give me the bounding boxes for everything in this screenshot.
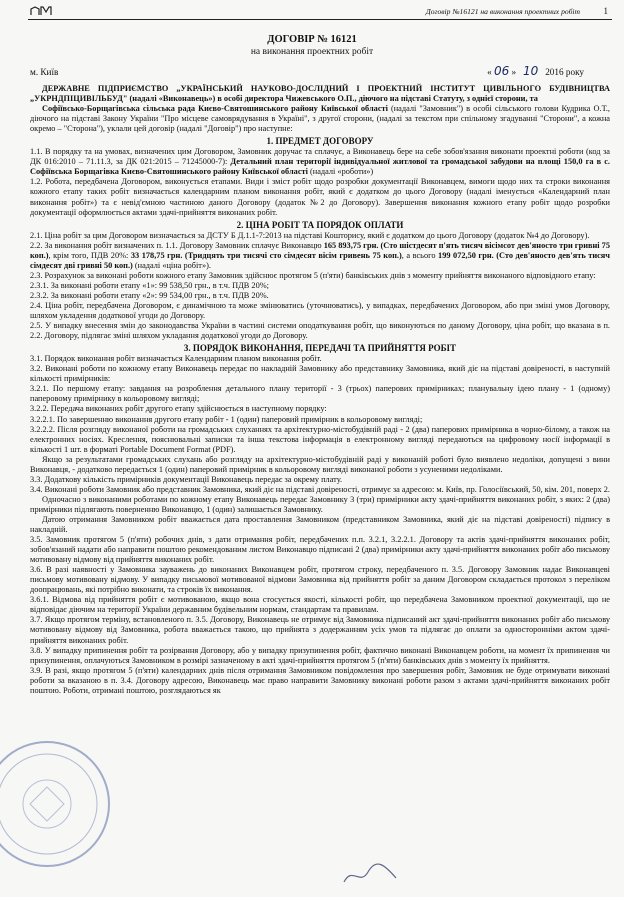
clause-2-5: 2.5. У випадку внесення змін до законодавства України в частині системи оподаткування робіт, що виконуються по даному Договору, ціна робіт, що вказана в п. 2.2. Договору, підлягає зміні шляхом укладання додаткової угоди до Договору. <box>30 321 610 341</box>
clause-3-1: 3.1. Порядок виконання робіт визначається Календарним планом виконання робіт. <box>30 354 322 364</box>
date-month: 10 <box>523 64 539 78</box>
clause-3-2-2-3: Якщо за результатами громадських слухань або розгляду на архітектурно-містобудівній раді у виконаній роботі було виявлено недоліки, допущені з вини Виконавця, - додатково передається 1 (один) паперовий примірник в кольоровому вигляді виконаної роботи з усуненими недоліками. <box>30 454 610 474</box>
clause-3-4-c: Датою отримання Замовником робіт вважається дата проставлення Замовником (представником Замовника, який діє на підставі довіреності) підпису в накладній. <box>30 514 610 535</box>
page-number: 1 <box>603 6 608 16</box>
clause-3-6-1: 3.6.1. Відмова від прийняття робіт є мотивованою, якщо вона стосується якості, кількості робіт, що передбачена Замовником проектної документації, що не відповідає діючим на території України державним будівельним нормам, стандартам та правилам. <box>30 595 610 615</box>
section-heading-2: 2. ЦІНА РОБІТ ТА ПОРЯДОК ОПЛАТИ <box>236 219 404 230</box>
running-header <box>30 6 610 20</box>
clause-2-2: 2.2. За виконання робіт визначених п. 1.1. Договору Замовник сплачує Виконавцю 165 893,75 грн. (Сто шістдесят п'ять тисяч вісімсот дев'яносто три гривні 75 коп.), крім того, ПДВ 20%: 33 178,75 грн. (Тридцять три тисячі сто сімдесят вісім гривень 75 коп.), а всього 199 072,50 грн. (Сто дев'яносто дев'ять тисяч сімдесят дві гривні 50 коп.) (надалі «ціна робіт»). <box>30 240 610 270</box>
clause-3-2-2: 3.2.2. Передача виконаних робіт другого етапу здійснюється в наступному порядку: <box>30 404 327 414</box>
section-heading-1: 1. ПРЕДМЕТ ДОГОВОРУ <box>266 136 374 147</box>
clause-3-3: 3.3. Додаткову кількість примірників документації Виконавець передає за окрему плату. <box>30 474 343 484</box>
parties-executor: ДЕРЖАВНЕ ПІДПРИЄМСТВО „УКРАЇНСЬКИЙ НАУКОВО-ДОСЛІДНИЙ І ПРОЕКТНИЙ ІНСТИТУТ ЦИВІЛЬНОГО БУДІВНИЦТВА „УКРНДПІЦИВІЛЬБУД" (надалі «Виконавець») в особі директора Чижевського О.П., діючого на підставі Статуту, з однієї сторони, та <box>30 84 610 104</box>
date-day: 06 <box>493 64 510 78</box>
signature-mark <box>340 860 400 890</box>
clause-3-4-b: Одночасно з виконаними роботами по кожному етапу Виконавець передає Замовнику 3 (три) примірники акту здачі-прийняття виконаних робіт, з яких: 2 (два) примірники підлягають поверненню Виконавцю, 1 (один) залишається Замовнику. <box>30 494 610 514</box>
header-divider <box>28 19 612 20</box>
clause-3-7: 3.7. Якщо протягом терміну, встановленого п. 3.5. Договору, Виконавець не отримує від Замовника підписаний акт здачі-прийняття виконаних робіт або письмову мотивовану відмову від Замовника, робота вважається такою, що прийнята з додержанням усіх умов та підлягає до оплати за односторонніми актом здачі-прийняття виконаних робіт. <box>30 615 610 645</box>
official-stamp <box>0 735 116 873</box>
clause-2-3-1: 2.3.1. За виконані роботи етапу «1»: 99 538,50 грн., в т.ч. ПДВ 20%; <box>30 280 269 290</box>
clause-1-2: 1.2. Робота, передбачена Договором, виконується етапами. Види і зміст робіт щодо розробки документації Виконавцем, вимоги щодо них та строки виконання кожного етапу таких робіт визначається календарним планом виконання робіт, який є додатком до цього Договору (надалі іменується «Календарний план виконання робіт») та є невід'ємною частиною даного Договору (додаток №2 до Договору). Завершення виконання кожного етапу робіт щодо розробки документації оформлюється актами здачі-прийняття виконаних робіт. <box>30 177 610 217</box>
clause-2-3: 2.3. Розрахунок за виконані роботи кожного етапу Замовник здійснює протягом 5 (п'яти) банківських днів з моменту прийняття виконаного відповідного етапу: <box>30 270 596 280</box>
clause-3-8: 3.8. У випадку припинення робіт та розірвання Договору, або у випадку призупинення робіт, фактично виконані Виконавцем роботи, на момент їх припинення чи призупинення, оплачуються Замовником в розмірі зазначеному в акті здачі-прийняття протягом 5 (п'яти) банківських днів з моменту їх прийняття. <box>30 645 610 665</box>
signing-date: « 06 » 10 2016 року <box>487 64 584 78</box>
clause-2-4: 2.4. Ціна робіт, передбачена Договором, є динамічною та може змінюватись (уточнюватись), у випадках, передбачених Договором, або при зміні умов Договору, шляхом укладення додаткової угоди до Договору. <box>30 300 610 321</box>
clause-3-2-2-1: 3.2.2.1. По завершенню виконання другого етапу робіт - 1 (один) паперовий примірник в кольоровому вигляді; <box>30 414 423 424</box>
clause-2-3-2: 2.3.2. За виконані роботи етапу «2»: 99 534,00 грн., в т.ч. ПДВ 20%. <box>30 290 269 300</box>
clause-3-2-1: 3.2.1. По першому етапу: завдання на розроблення детального плану території - 3 (трьох) паперових примірниках; планувальну ідею плану - 1 (одному) паперовому примірнику в кольоровому вигляді; <box>30 384 610 404</box>
header-logo <box>30 6 52 18</box>
section-heading-3: 3. ПОРЯДОК ВИКОНАННЯ, ПЕРЕДАЧІ ТА ПРИЙНЯТТЯ РОБІТ <box>183 343 457 354</box>
clause-3-9: 3.9. В разі, якщо протягом 5 (п'яти) календарних днів після отримання Замовником повідомлення про завершення робіт, Замовник не буде отримувати виконані роботи за вказаною в п. 3.4. Договору адресою, Виконавець має право направити Замовнику виконані роботи разом з актами здачі-прийняття виконаних робіт поштою. Роботи, отримані поштою, розглядаються як <box>30 665 610 695</box>
contract-body <box>30 84 610 696</box>
date-year: 2016 року <box>545 67 584 77</box>
clause-3-2-2-2: 3.2.2.2. Після розгляду виконаної роботи на громадських слуханнях та архітектурно-містобудівній раді - 2 (два) паперових примірника в чорно-білому, а також на електронних носіях. Креслення, пояснювальні записки та інша текстова інформація в електронному вигляді передаються на цифровому носії інформації в кількості 1 шт. в форматі Portable Document Format (PDF). <box>30 424 610 454</box>
clause-3-2: 3.2. Виконані роботи по кожному етапу Виконавець передає по накладній Замовнику або представнику Замовника, який діє на підставі довіреності, в наступній кількості примірників: <box>30 364 610 384</box>
clause-3-6: 3.6. В разі наявності у Замовника зауважень до виконаних Виконавцем робіт, протягом строку, передбаченого п. 3.5. Договору Замовник надає Виконавцеві письмову мотивовану відмову. У випадку письмової мотивованої відмови Замовника від прийняття робіт за даним Договором складається протокол з переліком доопрацювань, які потрібно виконати, та строків їх виконання. <box>30 565 610 595</box>
clause-2-1: 2.1. Ціна робіт за цим Договором визначається за ДСТУ Б Д.1.1-7:2013 на підставі Кошторису, який є додатком до цього Договору (додаток №4 до Договору). <box>30 230 590 240</box>
header-running-title: Договір №16121 на виконання проектних робіт <box>425 7 580 16</box>
clause-3-4: 3.4. Виконані роботи Замовник або представник Замовника, який діє на підставі довіреності, отримує за адресою: м. Київ, пр. Голосіївський, 50, кім. 201, поверх 2. <box>30 484 610 494</box>
document-title: ДОГОВІР № 16121 <box>267 34 357 45</box>
clause-1-1: 1.1. В порядку та на умовах, визначених цим Договором, Замовник доручає та сплачує, а Виконавець бере на себе зобов'язання виконати проектні роботи (код за ДК 016:2010 – 71.11.3, за ДК 021:2015 – 71245000-7): Детальний план території індивідуальної житлової та громадської забудови на площі 150,0 га в с. Софіївська Борщагівка Києво-Святошинського району Київської області (надалі «роботи») <box>30 147 610 177</box>
clause-3-5: 3.5. Замовник протягом 5 (п'яти) робочих днів, з дати отримання робіт, передбачених п.п. 3.2.1, 3.2.2.1. Договору та актів здачі-прийняття виконаних робіт, зобов'язаний надати або направити поштою рекомендованим листом Виконавцю підписані 2 (два) примірники акту здачі-прийняття виконаних робіт або письмову мотивовану відмову від прийняття виконаних робіт. <box>30 535 610 565</box>
place-of-signing: м. Київ <box>30 67 59 77</box>
document-subtitle: на виконання проектних робіт <box>250 47 374 57</box>
logo-icon <box>30 6 52 16</box>
parties-customer: Софіївсько-Борщагівська сільська рада Києво-Святошинського району Київської області (надалі "Замовник") в особі сільського голови Кудрика О.Т., діючого на підставі Закону України "Про місцеве самоврядування в Україні", з другої сторони, (надалі за текстом при спільному згадуванні "Сторони", а кожна окремо – "Сторона"), уклали цей договір (надалі "Договір") про наступне: <box>30 104 610 134</box>
